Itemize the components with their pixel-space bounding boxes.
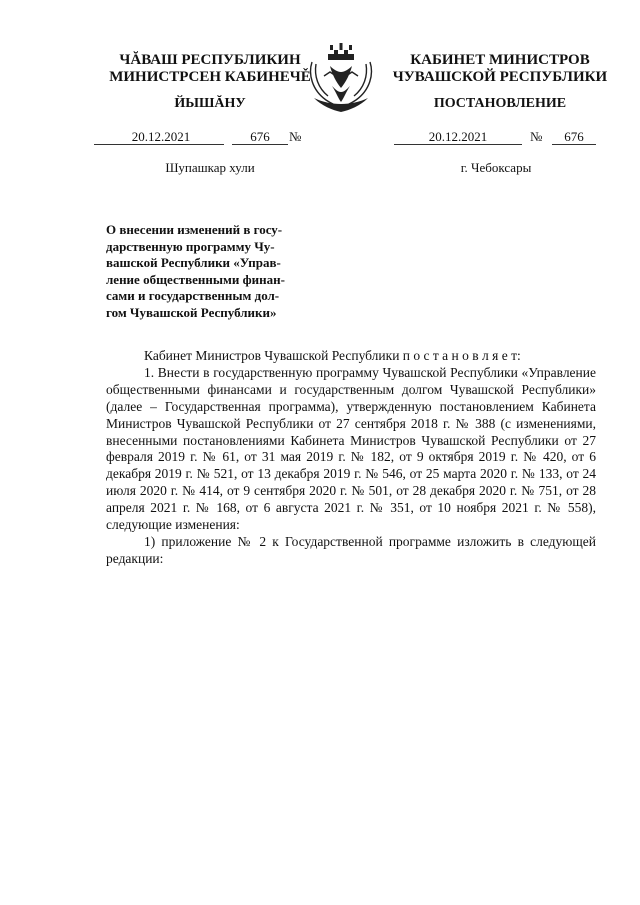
right-date: 20.12.2021 [428, 129, 488, 144]
header-right-title [386, 52, 614, 86]
doc-type-left: ЙЫШĂНУ [174, 96, 246, 111]
body-item-1: 1. Внести в государственную программу Чувашской Республики «Управление общественными финансами и государственным долгом Чувашской Республики» (далее – Государственная программа), утвержденную постановлением Кабинета Министров Чувашской Республики от 27 сентября 2018 г. № 388 (с изменениями, внесенными постановлениями Кабинета Министров Чувашской Республики от 27 февраля 2019 г. № 61, от 31 мая 2019 г. № 182, от 9 октября 2019 г. № 420, от 6 декабря 2019 г. № 521, от 13 декабря 2019 г. № 546, от 25 марта 2020 г. № 133, от 24 июля 2020 г. № 414, от 9 сентября 2020 г. № 501, от 28 декабря 2020 г. № 751, от 28 апреля 2021 г. № 168, от 6 августа 2021 г. № 351, от 10 ноября 2021 г. № 558), следующие изменения: [106, 364, 596, 533]
left-date: 20.12.2021 [131, 129, 191, 144]
document-body [106, 348, 596, 568]
subject-line: ление общественными финан- [106, 271, 285, 287]
header-left-line2: МИНИСТРСЕН КАБИНЕЧĚ [109, 69, 311, 85]
right-number-sign: № [530, 129, 543, 144]
document-subject [106, 222, 298, 321]
header-right-line1: КАБИНЕТ МИНИСТРОВ [410, 52, 590, 68]
subject-line: вашской Республики «Управ- [106, 255, 281, 270]
left-number: 676 [250, 129, 270, 144]
subject-line: гом Чувашской Республики» [106, 304, 277, 320]
subject-line: дарственную программу Чу- [106, 238, 275, 254]
right-number: 676 [564, 129, 584, 144]
header-right-line2: ЧУВАШСКОЙ РЕСПУБЛИКИ [392, 69, 608, 85]
doc-type-right: ПОСТАНОВЛЕНИЕ [433, 96, 567, 111]
place-right: г. Чебоксары [460, 160, 532, 175]
body-intro: Кабинет Министров Чувашской Республики п о с т а н о в л я е т: [144, 348, 521, 363]
body-item-1-1: 1) приложение № 2 к Государственной программе изложить в следующей редакции: [106, 533, 596, 566]
header-left-line1: ЧĂВАШ РЕСПУБЛИКИН [119, 52, 301, 68]
subject-line: О внесении изменений в госу- [106, 222, 283, 237]
place-left: Шупашкар хули [165, 160, 255, 175]
left-number-sign: № [289, 129, 302, 144]
subject-line: сами и государственным дол- [106, 288, 280, 303]
header-left-title [90, 52, 330, 86]
